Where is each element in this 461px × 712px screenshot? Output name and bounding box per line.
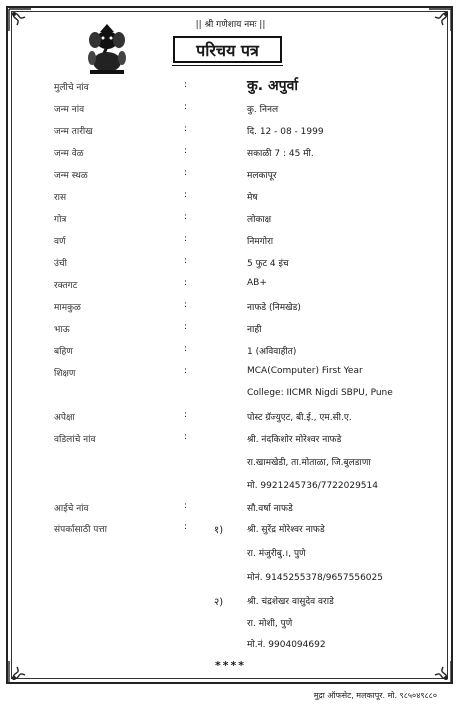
row-contact-2 bbox=[0, 594, 461, 614]
field-label: गोत्र bbox=[54, 215, 67, 225]
colon: : bbox=[184, 146, 188, 156]
row-father-address bbox=[0, 455, 461, 475]
field-label: वडिलांचे नांव bbox=[54, 435, 96, 445]
field-label: मुलीचे नांव bbox=[54, 83, 89, 93]
field-label: अपेक्षा bbox=[54, 413, 75, 423]
row-name bbox=[0, 80, 461, 100]
field-value: नाही bbox=[247, 325, 262, 335]
field-label: रक्तगट bbox=[54, 281, 78, 291]
field-label: रास bbox=[54, 193, 67, 203]
field-label: वर्ण bbox=[54, 237, 66, 247]
colon: : bbox=[184, 410, 188, 420]
field-label: बहिण bbox=[54, 347, 73, 357]
field-value: कु. निनल bbox=[247, 105, 279, 115]
field-label: संपर्कासाठी पत्ता bbox=[54, 525, 107, 535]
row-contact-2-address bbox=[0, 616, 461, 636]
field-label: शिक्षण bbox=[54, 369, 76, 379]
field-value: College: IICMR Nigdi SBPU, Pune bbox=[247, 388, 393, 398]
colon: : bbox=[184, 278, 188, 288]
colon: : bbox=[184, 322, 188, 332]
row-father bbox=[0, 432, 461, 452]
row-brother bbox=[0, 322, 461, 342]
field-value: सकाळी 7 : 45 मी. bbox=[247, 149, 314, 159]
colon: : bbox=[184, 300, 188, 310]
colon: : bbox=[184, 212, 188, 222]
field-value: मेष bbox=[247, 193, 258, 203]
field-value: पोस्ट ग्रॅज्युएट, बी.ई., एम.सी.ए. bbox=[247, 413, 352, 423]
field-value: कु. अपुर्वा bbox=[247, 78, 299, 94]
field-value: रा. मोशी, पुणे bbox=[247, 619, 293, 629]
row-height bbox=[0, 256, 461, 276]
closing-stars: **** bbox=[214, 659, 246, 672]
field-label: जन्म स्थळ bbox=[54, 171, 88, 181]
row-rashi bbox=[0, 190, 461, 210]
field-value: मो.नं. 9904094692 bbox=[247, 640, 326, 650]
row-birth-name bbox=[0, 102, 461, 122]
field-value: लोकाक्ष bbox=[247, 215, 272, 225]
ganesha-icon bbox=[78, 18, 136, 76]
colon: : bbox=[184, 501, 188, 511]
field-value: मलकापूर bbox=[247, 171, 277, 181]
row-contact-1-phone bbox=[0, 570, 461, 590]
row-education bbox=[0, 366, 461, 386]
row-contact-1 bbox=[0, 522, 461, 542]
contact-index: २) bbox=[214, 597, 224, 608]
contact-index: १) bbox=[214, 525, 224, 536]
row-contact-2-phone bbox=[0, 637, 461, 657]
field-value: 1 (अविवाहीत) bbox=[247, 347, 297, 357]
row-father-phone bbox=[0, 478, 461, 498]
field-label: जन्म तारीख bbox=[54, 127, 93, 137]
row-mother bbox=[0, 501, 461, 521]
colon: : bbox=[184, 522, 188, 532]
field-value: मोनं. 9145255378/9657556025 bbox=[247, 573, 383, 583]
row-birth-time bbox=[0, 146, 461, 166]
colon: : bbox=[184, 80, 188, 90]
field-label: जन्म नांव bbox=[54, 105, 85, 115]
colon: : bbox=[184, 190, 188, 200]
field-label: उंची bbox=[54, 259, 67, 269]
title-underline bbox=[172, 65, 283, 66]
field-value: MCA(Computer) First Year bbox=[247, 366, 363, 376]
colon: : bbox=[184, 256, 188, 266]
field-value: रा.खामखेडी, ता.मोताळा, जि.बुलडाणा bbox=[247, 458, 371, 468]
row-dob bbox=[0, 124, 461, 144]
colon: : bbox=[184, 432, 188, 442]
field-value: रा. मंजुरीबु.।, पुणे bbox=[247, 549, 306, 559]
field-label: जन्म वेळ bbox=[54, 149, 84, 159]
field-value: श्री. नंदकिशोर मोरेश्वर नाफडे bbox=[247, 435, 342, 445]
field-label: आईचे नांव bbox=[54, 504, 89, 514]
field-label: भाऊ bbox=[54, 325, 70, 335]
colon: : bbox=[184, 366, 188, 376]
colon: : bbox=[184, 102, 188, 112]
row-blood-group bbox=[0, 278, 461, 298]
field-value: मो. 9921245736/7722029514 bbox=[247, 481, 378, 491]
row-sister bbox=[0, 344, 461, 364]
colon: : bbox=[184, 344, 188, 354]
field-value: 5 फुट 4 इंच bbox=[247, 259, 289, 269]
page-title: परिचय पत्र bbox=[173, 36, 282, 63]
row-education-college bbox=[0, 388, 461, 408]
colon: : bbox=[184, 234, 188, 244]
row-expectation bbox=[0, 410, 461, 430]
row-gotra bbox=[0, 212, 461, 232]
row-complexion bbox=[0, 234, 461, 254]
field-value: निमगोरा bbox=[247, 237, 274, 247]
field-value: नाफडे (निमखेड) bbox=[247, 303, 301, 313]
field-value: दि. 12 - 08 - 1999 bbox=[247, 127, 324, 137]
row-contact-1-address bbox=[0, 546, 461, 566]
row-mamkul bbox=[0, 300, 461, 320]
printer-credit: मुद्रा ऑफसेट, मलकापूर. मो. ९८५०४९८८० bbox=[313, 691, 437, 700]
field-value: श्री. चंद्रशेखर वासुदेव वराडे bbox=[247, 597, 334, 607]
invocation-text: || श्री गणेशाय नमः || bbox=[195, 20, 266, 30]
field-label: मामकुळ bbox=[54, 303, 81, 313]
colon: : bbox=[184, 168, 188, 178]
field-value: श्री. सुरेंद्र मोरेश्वर नाफडे bbox=[247, 525, 325, 535]
field-value: सौ.वर्षा नाफडे bbox=[247, 504, 293, 514]
row-birth-place bbox=[0, 168, 461, 188]
colon: : bbox=[184, 124, 188, 134]
field-value: AB+ bbox=[247, 278, 267, 288]
